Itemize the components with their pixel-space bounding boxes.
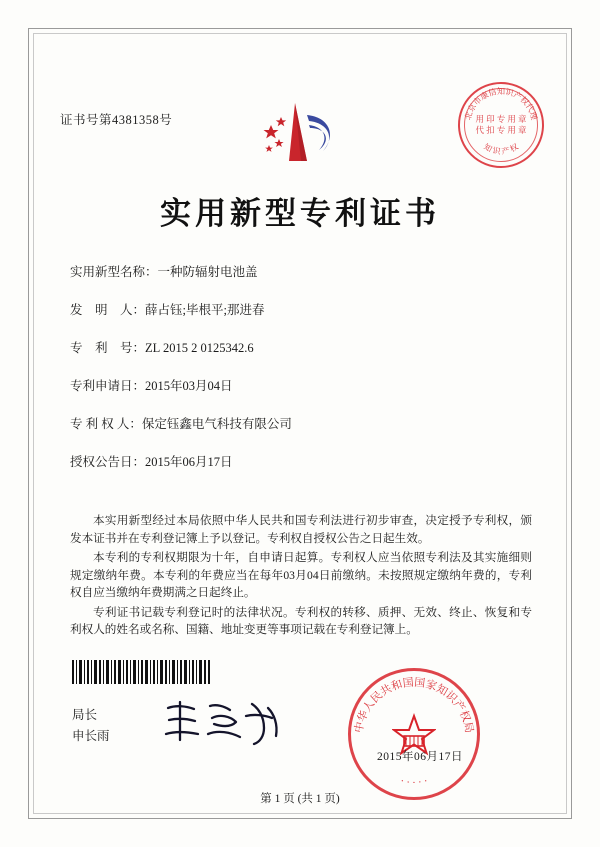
field-label: 专利申请日： (70, 379, 146, 393)
field-row-utility-model-name (70, 262, 540, 282)
field-label: 实用新型名称： (70, 265, 158, 279)
field-label: 专 利 权 人： (70, 417, 142, 431)
page-title: 实用新型专利证书 (160, 196, 440, 231)
field-label: 专 利 号： (70, 341, 146, 355)
field-value: 薛占钰;毕根平;那进春 (145, 303, 265, 317)
seal-date: 2015年06月17日 (377, 751, 463, 763)
body-paragraph-3: 专利证书记载专利登记时的法律状况。专利权的转移、质押、无效、终止、恢复和专利权人的姓名或名称、国籍、地址变更等事项记载在专利登记簿上。 (70, 605, 532, 636)
national-seal (348, 668, 480, 800)
field-label: 授权公告日： (70, 455, 146, 469)
field-label: 发 明 人： (70, 303, 146, 317)
director-signature (160, 694, 290, 750)
field-row-patent-number (70, 338, 540, 358)
certificate-fields (70, 262, 540, 490)
barcode (72, 660, 212, 684)
agency-seal-center-line1: 用 印 专 用 章 (475, 114, 527, 124)
field-row-grant-date (70, 452, 540, 472)
field-value: ZL 2015 2 0125342.6 (145, 341, 254, 355)
national-seal-arc-text-bottom: · · · · · (398, 775, 430, 789)
page-footer: 第 1 页 (共 1 页) (260, 793, 340, 805)
body-paragraph-1: 本实用新型经过本局依照中华人民共和国专利法进行初步审查，决定授予专利权，颁发本证书并在专利登记簿上予以登记。专利权自授权公告之日起生效。 (70, 514, 532, 545)
field-row-application-date (70, 376, 540, 396)
agency-seal (458, 82, 544, 168)
director-name: 申长雨 (72, 729, 110, 743)
field-row-patentee (70, 414, 540, 434)
agency-seal-arc-bottom: 知 识 产 权 (482, 142, 520, 157)
field-row-inventors (70, 300, 540, 320)
agency-seal-center (458, 114, 544, 136)
agency-seal-arc-top: 北京市康信知识产权代理 (463, 87, 539, 121)
director-block (72, 705, 110, 747)
field-value: 2015年03月04日 (145, 379, 233, 393)
body-paragraph-2: 本专利的专利权期限为十年，自申请日起算。专利权人应当依照专利法及其实施细则规定缴纳年费。本专利的年费应当在每年03月04日前缴纳。未按照规定缴纳年费的，专利权自应当缴纳年费期满之日起终止。 (70, 551, 532, 599)
national-seal-arc-text: 中华人民共和国国家知识产权局 (353, 676, 475, 734)
certificate-body (70, 512, 532, 641)
field-value: 一种防辐射电池盖 (157, 265, 258, 279)
field-value: 保定钰鑫电气科技有限公司 (141, 417, 292, 431)
agency-seal-center-line2: 代 扣 专 用 章 (475, 125, 527, 135)
certificate-number: 证书号第4381358号 (60, 113, 173, 127)
patent-emblem-logo (245, 95, 355, 170)
director-title-label: 局长 (72, 708, 98, 722)
field-value: 2015年06月17日 (145, 455, 233, 469)
